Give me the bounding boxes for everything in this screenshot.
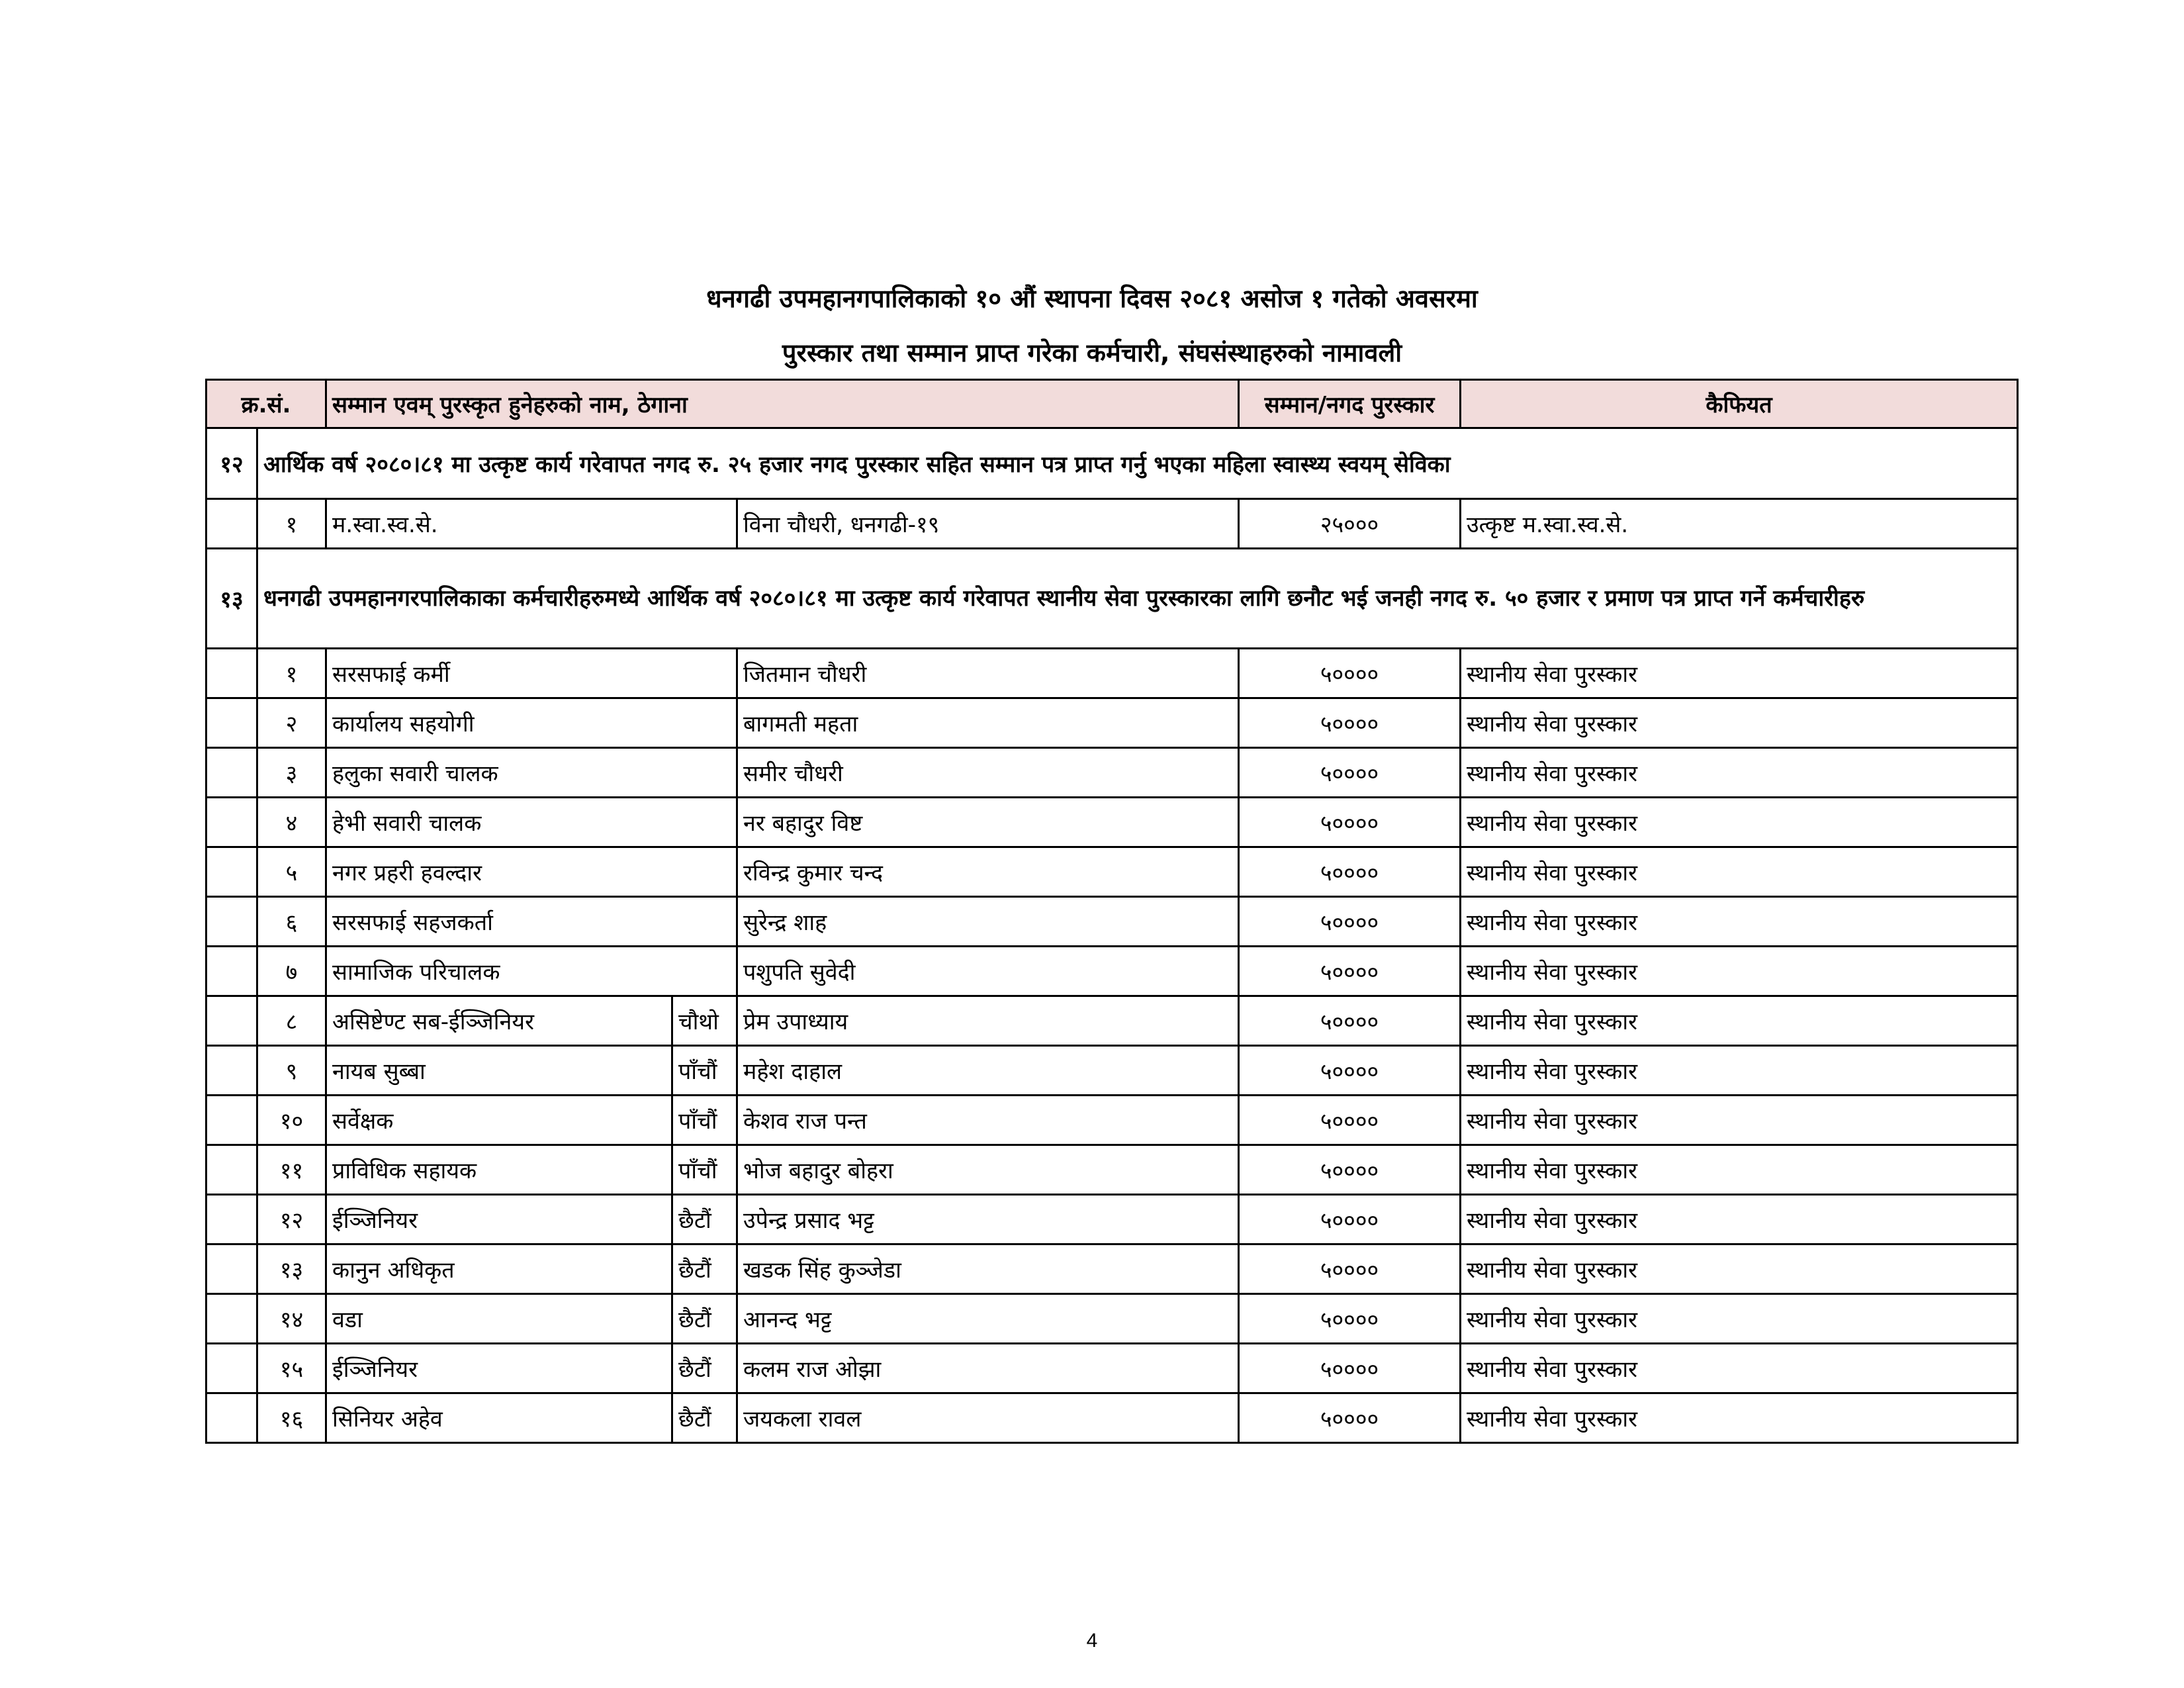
row-name: विना चौधरी, धनगढी-१९ (737, 499, 1239, 549)
title-line-2: पुरस्कार तथा सम्मान प्राप्त गरेका कर्मचारी, संघसंस्थाहरुको नामावली (782, 338, 1402, 367)
empty-cell (206, 1096, 257, 1145)
row-post: नगर प्रहरी हवल्दार (326, 847, 737, 897)
row-name: नर बहादुर विष्ट (737, 798, 1239, 847)
row-remarks: स्थानीय सेवा पुरस्कार (1461, 947, 2018, 996)
row-level: छैटौं (672, 1195, 737, 1244)
empty-cell (206, 1344, 257, 1393)
row-amount: ५०००० (1239, 1344, 1461, 1393)
row-name: कलम राज ओझा (737, 1344, 1239, 1393)
awards-table (205, 379, 2019, 1444)
row-sn: ३ (257, 748, 326, 798)
row-amount: ५०००० (1239, 897, 1461, 947)
row-post: सामाजिक परिचालक (326, 947, 737, 996)
row-level: पाँचौं (672, 1145, 737, 1195)
section-12-title: आर्थिक वर्ष २०८०।८१ मा उत्कृष्ट कार्य गरेवापत नगद रु. २५ हजार नगद पुरस्कार सहित सम्मान पत्र प्राप्त गर्नु भएका महिला स्वास्थ्य स्वयम् सेविका (257, 428, 2018, 499)
row-level: चौथो (672, 996, 737, 1046)
row-amount: २५००० (1239, 499, 1461, 549)
row-amount: ५०००० (1239, 1195, 1461, 1244)
empty-cell (206, 698, 257, 748)
row-amount: ५०००० (1239, 748, 1461, 798)
row-level: छैटौं (672, 1244, 737, 1294)
row-post: सरसफाई कर्मी (326, 649, 737, 698)
row-amount: ५०००० (1239, 1096, 1461, 1145)
document-title (0, 271, 2184, 380)
section-12-number: १२ (206, 428, 257, 499)
row-name: महेश दाहाल (737, 1046, 1239, 1096)
row-amount: ५०००० (1239, 698, 1461, 748)
row-remarks: स्थानीय सेवा पुरस्कार (1461, 1195, 2018, 1244)
page-number: 4 (1086, 1630, 1098, 1652)
row-post: हेभी सवारी चालक (326, 798, 737, 847)
row-amount: ५०००० (1239, 1145, 1461, 1195)
row-post: वडा (326, 1294, 672, 1344)
row-sn: १० (257, 1096, 326, 1145)
empty-cell (206, 499, 257, 549)
empty-cell (206, 649, 257, 698)
table-row (206, 1393, 2018, 1443)
row-name: बागमती महता (737, 698, 1239, 748)
row-remarks: स्थानीय सेवा पुरस्कार (1461, 1344, 2018, 1393)
table-row (206, 1145, 2018, 1195)
row-post: ईञ्जिनियर (326, 1195, 672, 1244)
table-row (206, 1046, 2018, 1096)
row-post: सिनियर अहेव (326, 1393, 672, 1443)
row-remarks: उत्कृष्ट म.स्वा.स्व.से. (1461, 499, 2018, 549)
table-row (206, 698, 2018, 748)
row-name: सुरेन्द्र शाह (737, 897, 1239, 947)
empty-cell (206, 947, 257, 996)
row-sn: १३ (257, 1244, 326, 1294)
empty-cell (206, 847, 257, 897)
row-amount: ५०००० (1239, 1046, 1461, 1096)
row-name: प्रेम उपाध्याय (737, 996, 1239, 1046)
row-post: असिष्टेण्ट सब-ईञ्जिनियर (326, 996, 672, 1046)
row-remarks: स्थानीय सेवा पुरस्कार (1461, 847, 2018, 897)
table-header-row (206, 380, 2018, 428)
row-name: जयकला रावल (737, 1393, 1239, 1443)
row-level: पाँचौं (672, 1046, 737, 1096)
table-row (206, 1096, 2018, 1145)
row-amount: ५०००० (1239, 1393, 1461, 1443)
header-name-address: सम्मान एवम् पुरस्कृत हुनेहरुको नाम, ठेगाना (326, 380, 1239, 428)
table-row (206, 798, 2018, 847)
header-amount: सम्मान/नगद पुरस्कार (1239, 380, 1461, 428)
row-sn: १२ (257, 1195, 326, 1244)
empty-cell (206, 1195, 257, 1244)
row-name: केशव राज पन्त (737, 1096, 1239, 1145)
row-sn: ४ (257, 798, 326, 847)
empty-cell (206, 996, 257, 1046)
row-level: पाँचौं (672, 1096, 737, 1145)
table-row (206, 947, 2018, 996)
row-amount: ५०००० (1239, 947, 1461, 996)
row-level: छैटौं (672, 1294, 737, 1344)
row-amount: ५०००० (1239, 1244, 1461, 1294)
row-post: हलुका सवारी चालक (326, 748, 737, 798)
row-amount: ५०००० (1239, 1294, 1461, 1344)
row-name: भोज बहादुर बोहरा (737, 1145, 1239, 1195)
row-post: नायब सुब्बा (326, 1046, 672, 1096)
table-row (206, 1344, 2018, 1393)
row-remarks: स्थानीय सेवा पुरस्कार (1461, 1145, 2018, 1195)
row-amount: ५०००० (1239, 847, 1461, 897)
row-remarks: स्थानीय सेवा पुरस्कार (1461, 1046, 2018, 1096)
row-sn: ११ (257, 1145, 326, 1195)
empty-cell (206, 1294, 257, 1344)
empty-cell (206, 748, 257, 798)
row-name: उपेन्द्र प्रसाद भट्ट (737, 1195, 1239, 1244)
row-post: प्राविधिक सहायक (326, 1145, 672, 1195)
table-row (206, 897, 2018, 947)
row-name: पशुपति सुवेदी (737, 947, 1239, 996)
row-remarks: स्थानीय सेवा पुरस्कार (1461, 1244, 2018, 1294)
row-post: सरसफाई सहजकर्ता (326, 897, 737, 947)
row-remarks: स्थानीय सेवा पुरस्कार (1461, 996, 2018, 1046)
row-sn: ८ (257, 996, 326, 1046)
row-name: आनन्द भट्ट (737, 1294, 1239, 1344)
row-remarks: स्थानीय सेवा पुरस्कार (1461, 649, 2018, 698)
row-level: छैटौं (672, 1393, 737, 1443)
table-row (206, 649, 2018, 698)
row-sn: ९ (257, 1046, 326, 1096)
row-post: सर्वेक्षक (326, 1096, 672, 1145)
empty-cell (206, 798, 257, 847)
row-name: रविन्द्र कुमार चन्द (737, 847, 1239, 897)
row-amount: ५०००० (1239, 798, 1461, 847)
row-remarks: स्थानीय सेवा पुरस्कार (1461, 1096, 2018, 1145)
title-line-1: धनगढी उपमहानगपालिकाको १० औं स्थापना दिवस २०८१ असोज १ गतेको अवसरमा (706, 284, 1478, 313)
table-row (206, 748, 2018, 798)
row-remarks: स्थानीय सेवा पुरस्कार (1461, 1393, 2018, 1443)
section-13-number: १३ (206, 549, 257, 649)
table-row (206, 1195, 2018, 1244)
row-sn: १६ (257, 1393, 326, 1443)
empty-cell (206, 1244, 257, 1294)
row-name: जितमान चौधरी (737, 649, 1239, 698)
table-row (206, 847, 2018, 897)
empty-cell (206, 1393, 257, 1443)
row-sn: १ (257, 499, 326, 549)
row-sn: २ (257, 698, 326, 748)
section-13-title: धनगढी उपमहानगरपालिकाका कर्मचारीहरुमध्ये आर्थिक वर्ष २०८०।८१ मा उत्कृष्ट कार्य गरेवापत स्थानीय सेवा पुरस्कारका लागि छनौट भई जनही नगद रु. ५० हजार र प्रमाण पत्र प्राप्त गर्ने कर्मचारीहरु (257, 549, 2018, 649)
row-level: छैटौं (672, 1344, 737, 1393)
table-row (206, 1244, 2018, 1294)
row-sn: ५ (257, 847, 326, 897)
row-post: ईञ्जिनियर (326, 1344, 672, 1393)
row-name: समीर चौधरी (737, 748, 1239, 798)
row-amount: ५०००० (1239, 649, 1461, 698)
row-remarks: स्थानीय सेवा पुरस्कार (1461, 897, 2018, 947)
empty-cell (206, 897, 257, 947)
row-sn: ७ (257, 947, 326, 996)
row-sn: १४ (257, 1294, 326, 1344)
row-remarks: स्थानीय सेवा पुरस्कार (1461, 1294, 2018, 1344)
row-amount: ५०००० (1239, 996, 1461, 1046)
row-post: कानुन अधिकृत (326, 1244, 672, 1294)
row-remarks: स्थानीय सेवा पुरस्कार (1461, 748, 2018, 798)
table-row (206, 499, 2018, 549)
empty-cell (206, 1046, 257, 1096)
table-row (206, 996, 2018, 1046)
empty-cell (206, 1145, 257, 1195)
row-remarks: स्थानीय सेवा पुरस्कार (1461, 698, 2018, 748)
row-sn: १५ (257, 1344, 326, 1393)
header-sn: क्र.सं. (206, 380, 326, 428)
row-name: खडक सिंह कुञ्जेडा (737, 1244, 1239, 1294)
row-sn: १ (257, 649, 326, 698)
row-post: म.स्वा.स्व.से. (326, 499, 737, 549)
header-remarks: कैफियत (1461, 380, 2018, 428)
table-row (206, 1294, 2018, 1344)
section-13-heading (206, 549, 2018, 649)
row-remarks: स्थानीय सेवा पुरस्कार (1461, 798, 2018, 847)
row-sn: ६ (257, 897, 326, 947)
row-post: कार्यालय सहयोगी (326, 698, 737, 748)
section-12-heading (206, 428, 2018, 499)
